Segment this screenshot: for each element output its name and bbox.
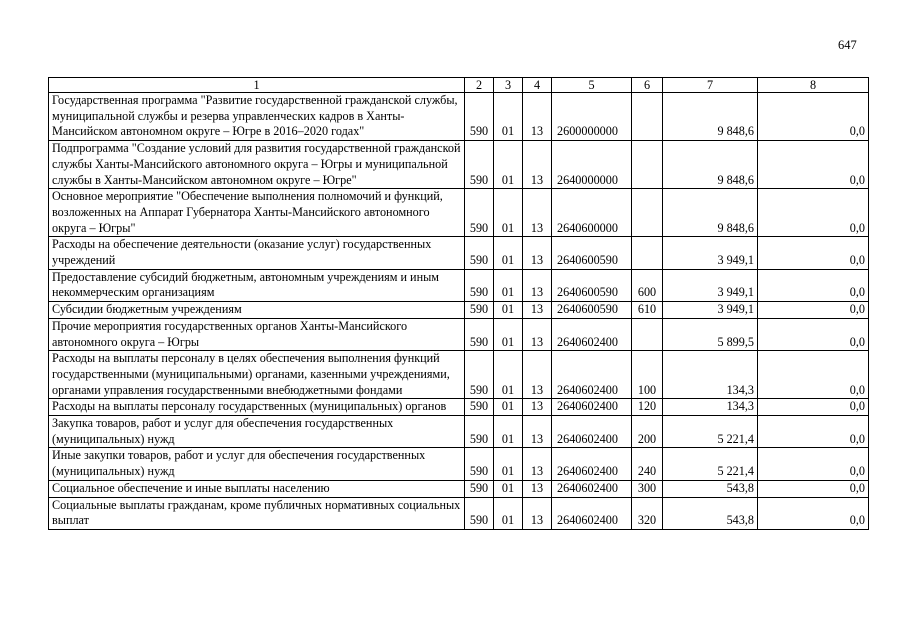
expense-type-cell bbox=[632, 141, 663, 189]
section-cell: 01 bbox=[494, 351, 523, 399]
table-row bbox=[49, 399, 869, 416]
section-cell: 01 bbox=[494, 448, 523, 480]
amount-cell: 543,8 bbox=[663, 480, 758, 497]
target-article-cell: 2640602400 bbox=[552, 497, 632, 529]
table-row bbox=[49, 141, 869, 189]
expense-type-cell: 300 bbox=[632, 480, 663, 497]
row-name-cell: Иные закупки товаров, работ и услуг для обеспечения государственных (муниципальных) нужд bbox=[49, 448, 465, 480]
subsection-cell: 13 bbox=[523, 399, 552, 416]
expense-type-cell bbox=[632, 93, 663, 141]
amount-extra-cell: 0,0 bbox=[758, 480, 869, 497]
code-cell: 590 bbox=[465, 480, 494, 497]
target-article-cell: 2640600590 bbox=[552, 237, 632, 269]
amount-cell: 3 949,1 bbox=[663, 269, 758, 301]
header-cell-5: 5 bbox=[552, 78, 632, 93]
section-cell: 01 bbox=[494, 416, 523, 448]
amount-extra-cell: 0,0 bbox=[758, 237, 869, 269]
section-cell: 01 bbox=[494, 497, 523, 529]
amount-cell: 9 848,6 bbox=[663, 93, 758, 141]
code-cell: 590 bbox=[465, 399, 494, 416]
section-cell: 01 bbox=[494, 480, 523, 497]
amount-extra-cell: 0,0 bbox=[758, 141, 869, 189]
table-row bbox=[49, 318, 869, 350]
amount-cell: 134,3 bbox=[663, 399, 758, 416]
target-article-cell: 2640600590 bbox=[552, 269, 632, 301]
target-article-cell: 2640600590 bbox=[552, 302, 632, 319]
expense-type-cell: 610 bbox=[632, 302, 663, 319]
target-article-cell: 2640602400 bbox=[552, 399, 632, 416]
amount-extra-cell: 0,0 bbox=[758, 497, 869, 529]
row-name-cell: Социальное обеспечение и иные выплаты населению bbox=[49, 480, 465, 497]
row-name-cell: Предоставление субсидий бюджетным, автономным учреждениям и иным некоммерческим организациям bbox=[49, 269, 465, 301]
section-cell: 01 bbox=[494, 318, 523, 350]
code-cell: 590 bbox=[465, 237, 494, 269]
amount-cell: 9 848,6 bbox=[663, 141, 758, 189]
row-name-cell: Расходы на выплаты персоналу государственных (муниципальных) органов bbox=[49, 399, 465, 416]
section-cell: 01 bbox=[494, 189, 523, 237]
code-cell: 590 bbox=[465, 269, 494, 301]
amount-extra-cell: 0,0 bbox=[758, 448, 869, 480]
section-cell: 01 bbox=[494, 93, 523, 141]
header-row bbox=[49, 78, 869, 93]
target-article-cell: 2640600000 bbox=[552, 189, 632, 237]
section-cell: 01 bbox=[494, 141, 523, 189]
subsection-cell: 13 bbox=[523, 448, 552, 480]
target-article-cell: 2640602400 bbox=[552, 448, 632, 480]
code-cell: 590 bbox=[465, 351, 494, 399]
code-cell: 590 bbox=[465, 448, 494, 480]
row-name-cell: Основное мероприятие "Обеспечение выполнения полномочий и функций, возложенных на Аппарат Губернатора Ханты-Мансийского автономного округа – Югры" bbox=[49, 189, 465, 237]
target-article-cell: 2640602400 bbox=[552, 318, 632, 350]
subsection-cell: 13 bbox=[523, 237, 552, 269]
subsection-cell: 13 bbox=[523, 302, 552, 319]
table-row bbox=[49, 302, 869, 319]
table-row bbox=[49, 93, 869, 141]
amount-cell: 9 848,6 bbox=[663, 189, 758, 237]
header-cell-4: 4 bbox=[523, 78, 552, 93]
amount-cell: 543,8 bbox=[663, 497, 758, 529]
header-cell-7: 7 bbox=[663, 78, 758, 93]
expense-type-cell bbox=[632, 237, 663, 269]
row-name-cell: Расходы на обеспечение деятельности (оказание услуг) государственных учреждений bbox=[49, 237, 465, 269]
subsection-cell: 13 bbox=[523, 351, 552, 399]
row-name-cell: Субсидии бюджетным учреждениям bbox=[49, 302, 465, 319]
subsection-cell: 13 bbox=[523, 480, 552, 497]
row-name-cell: Прочие мероприятия государственных органов Ханты-Мансийского автономного округа – Югры bbox=[49, 318, 465, 350]
section-cell: 01 bbox=[494, 302, 523, 319]
header-cell-6: 6 bbox=[632, 78, 663, 93]
code-cell: 590 bbox=[465, 497, 494, 529]
expense-type-cell: 320 bbox=[632, 497, 663, 529]
header-cell-3: 3 bbox=[494, 78, 523, 93]
row-name-cell: Социальные выплаты гражданам, кроме публичных нормативных социальных выплат bbox=[49, 497, 465, 529]
subsection-cell: 13 bbox=[523, 416, 552, 448]
expense-type-cell: 120 bbox=[632, 399, 663, 416]
amount-extra-cell: 0,0 bbox=[758, 189, 869, 237]
table-row bbox=[49, 351, 869, 399]
code-cell: 590 bbox=[465, 189, 494, 237]
table-row bbox=[49, 480, 869, 497]
amount-cell: 5 221,4 bbox=[663, 416, 758, 448]
target-article-cell: 2600000000 bbox=[552, 93, 632, 141]
amount-extra-cell: 0,0 bbox=[758, 399, 869, 416]
row-name-cell: Закупка товаров, работ и услуг для обеспечения государственных (муниципальных) нужд bbox=[49, 416, 465, 448]
amount-cell: 5 221,4 bbox=[663, 448, 758, 480]
amount-extra-cell: 0,0 bbox=[758, 302, 869, 319]
amount-cell: 5 899,5 bbox=[663, 318, 758, 350]
amount-extra-cell: 0,0 bbox=[758, 318, 869, 350]
code-cell: 590 bbox=[465, 141, 494, 189]
amount-cell: 134,3 bbox=[663, 351, 758, 399]
row-name-cell: Государственная программа "Развитие государственной гражданской службы, муниципальной службы и резерва управленческих кадров в Ханты-Мансийском автономном округе – Югре в 2016–2020 годах" bbox=[49, 93, 465, 141]
expense-type-cell bbox=[632, 189, 663, 237]
budget-table bbox=[48, 77, 869, 530]
table-row bbox=[49, 416, 869, 448]
amount-cell: 3 949,1 bbox=[663, 302, 758, 319]
table-row bbox=[49, 189, 869, 237]
table-row bbox=[49, 448, 869, 480]
section-cell: 01 bbox=[494, 269, 523, 301]
table-row bbox=[49, 237, 869, 269]
code-cell: 590 bbox=[465, 302, 494, 319]
subsection-cell: 13 bbox=[523, 497, 552, 529]
subsection-cell: 13 bbox=[523, 318, 552, 350]
subsection-cell: 13 bbox=[523, 189, 552, 237]
header-cell-8: 8 bbox=[758, 78, 869, 93]
subsection-cell: 13 bbox=[523, 93, 552, 141]
page-number: 647 bbox=[838, 38, 857, 52]
expense-type-cell: 100 bbox=[632, 351, 663, 399]
expense-type-cell bbox=[632, 318, 663, 350]
subsection-cell: 13 bbox=[523, 269, 552, 301]
amount-extra-cell: 0,0 bbox=[758, 351, 869, 399]
table-row bbox=[49, 269, 869, 301]
row-name-cell: Подпрограмма "Создание условий для развития государственной гражданской службы Ханты-Мансийского автономного округа – Югры и муниципальной службы в Ханты-Мансийском автономном округе – Югре" bbox=[49, 141, 465, 189]
expense-type-cell: 240 bbox=[632, 448, 663, 480]
expense-type-cell: 600 bbox=[632, 269, 663, 301]
target-article-cell: 2640602400 bbox=[552, 480, 632, 497]
target-article-cell: 2640602400 bbox=[552, 416, 632, 448]
header-cell-1: 1 bbox=[49, 78, 465, 93]
target-article-cell: 2640000000 bbox=[552, 141, 632, 189]
section-cell: 01 bbox=[494, 399, 523, 416]
table-row bbox=[49, 497, 869, 529]
row-name-cell: Расходы на выплаты персоналу в целях обеспечения выполнения функций государственными (муниципальными) органами, казенными учреждениями, органами управления государственными внебюджетными фондами bbox=[49, 351, 465, 399]
amount-extra-cell: 0,0 bbox=[758, 93, 869, 141]
header-cell-2: 2 bbox=[465, 78, 494, 93]
code-cell: 590 bbox=[465, 416, 494, 448]
amount-cell: 3 949,1 bbox=[663, 237, 758, 269]
code-cell: 590 bbox=[465, 93, 494, 141]
code-cell: 590 bbox=[465, 318, 494, 350]
target-article-cell: 2640602400 bbox=[552, 351, 632, 399]
section-cell: 01 bbox=[494, 237, 523, 269]
expense-type-cell: 200 bbox=[632, 416, 663, 448]
subsection-cell: 13 bbox=[523, 141, 552, 189]
amount-extra-cell: 0,0 bbox=[758, 269, 869, 301]
amount-extra-cell: 0,0 bbox=[758, 416, 869, 448]
